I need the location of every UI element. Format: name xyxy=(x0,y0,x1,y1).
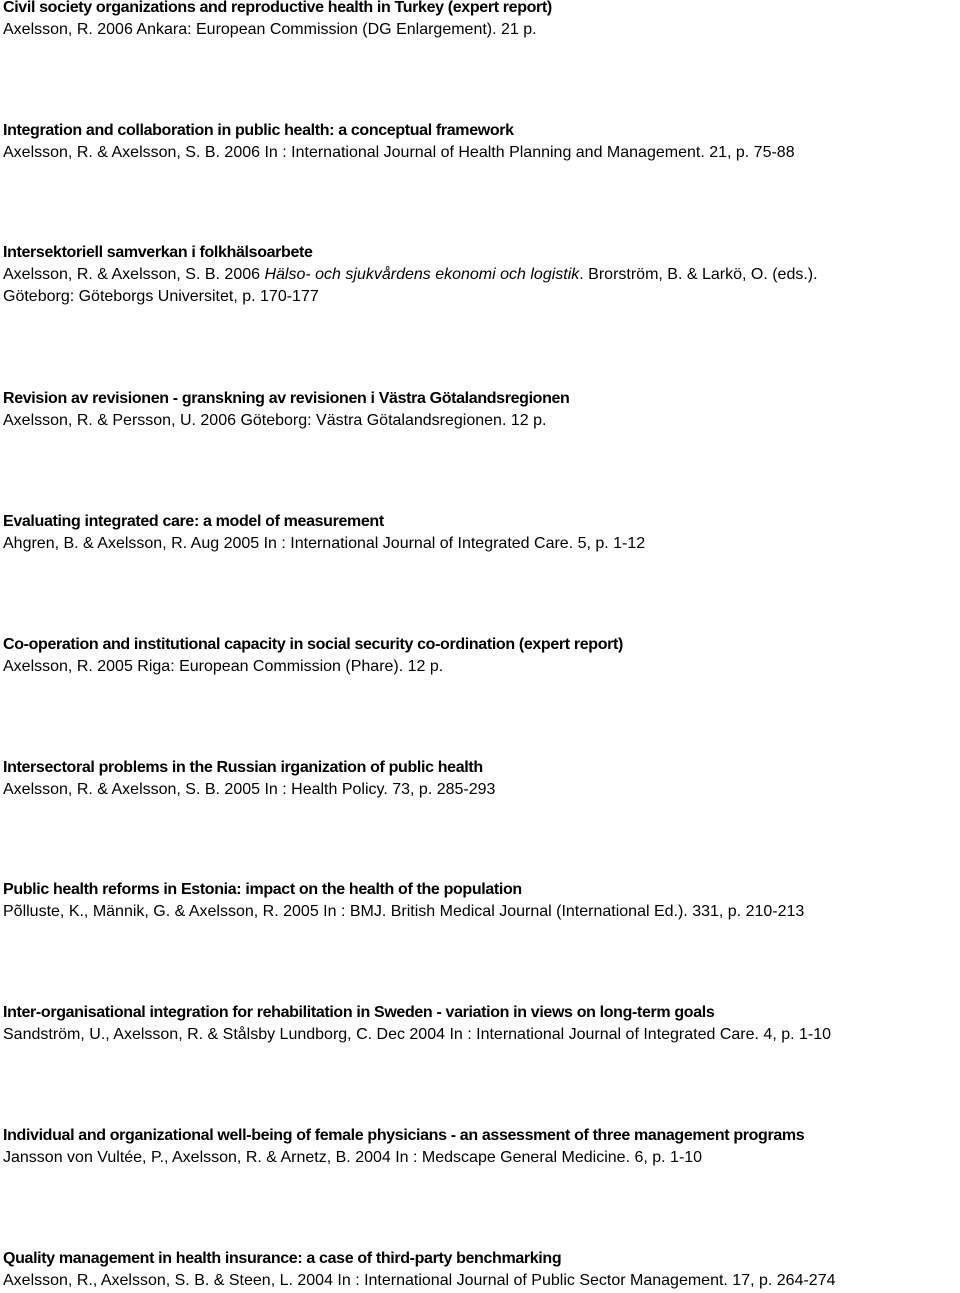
publication-entry xyxy=(3,1125,958,1169)
publication-title: Quality management in health insurance: a case of third-party benchmarking xyxy=(3,1250,562,1267)
publication-details: Ahgren, B. & Axelsson, R. Aug 2005 In : International Journal of Integrated Care. 5, p. 1-12 xyxy=(3,535,646,552)
publication-details: Axelsson, R. 2006 Ankara: European Commission (DG Enlargement). 21 p. xyxy=(3,21,537,38)
publication-details: Axelsson, R. & Axelsson, S. B. 2005 In : Health Policy. 73, p. 285-293 xyxy=(3,781,496,798)
publication-details: Axelsson, R., Axelsson, S. B. & Steen, L. 2004 In : International Journal of Public Sector Management. 17, p. 264-274 xyxy=(3,1272,836,1289)
publication-entry xyxy=(3,0,958,41)
publication-details: Sandström, U., Axelsson, R. & Stålsby Lundborg, C. Dec 2004 In : International Journal of Integrated Care. 4, p. 1-10 xyxy=(3,1026,832,1043)
publication-entry xyxy=(3,879,958,923)
publication-title: Civil society organizations and reproductive health in Turkey (expert report) xyxy=(3,0,552,16)
publication-entry xyxy=(3,1002,958,1046)
publication-entry xyxy=(3,242,958,308)
publication-entry xyxy=(3,120,958,164)
publication-title: Co-operation and institutional capacity in social security co-ordination (expert report) xyxy=(3,636,623,653)
publication-details: Axelsson, R. & Axelsson, S. B. 2006 In : International Journal of Health Planning and Management. 21, p. 75-88 xyxy=(3,144,795,161)
publication-entry xyxy=(3,1248,958,1292)
publication-entry xyxy=(3,757,958,801)
publication-entry xyxy=(3,634,958,678)
publication-details: Axelsson, R. & Persson, U. 2006 Göteborg: Västra Götalandsregionen. 12 p. xyxy=(3,412,547,429)
publication-entry xyxy=(3,511,958,555)
publication-details-line2: Göteborg: Göteborgs Universitet, p. 170-177 xyxy=(3,288,319,305)
publication-title: Individual and organizational well-being of female physicians - an assessment of three management programs xyxy=(3,1127,805,1144)
publication-title: Intersectoral problems in the Russian irganization of public health xyxy=(3,759,483,776)
publication-title: Public health reforms in Estonia: impact on the health of the population xyxy=(3,881,522,898)
publication-title: Integration and collaboration in public health: a conceptual framework xyxy=(3,122,514,139)
details-editors: . Brorström, B. & Larkö, O. (eds.). xyxy=(579,266,818,283)
publication-title: Evaluating integrated care: a model of measurement xyxy=(3,513,384,530)
publication-entry xyxy=(3,388,958,432)
publication-title: Inter-organisational integration for rehabilitation in Sweden - variation in views on long-term goals xyxy=(3,1004,715,1021)
publication-title: Revision av revisionen - granskning av revisionen i Västra Götalandsregionen xyxy=(3,390,570,407)
details-authors: Axelsson, R. & Axelsson, S. B. 2006 xyxy=(3,266,265,283)
publication-details: Jansson von Vultée, P., Axelsson, R. & Arnetz, B. 2004 In : Medscape General Medicine. 6, p. 1-10 xyxy=(3,1149,703,1166)
publication-details: Axelsson, R. 2005 Riga: European Commission (Phare). 12 p. xyxy=(3,658,444,675)
publication-details: Põlluste, K., Männik, G. & Axelsson, R. 2005 In : BMJ. British Medical Journal (International Ed.). 331, p. 210-213 xyxy=(3,903,805,920)
publication-title: Intersektoriell samverkan i folkhälsoarbete xyxy=(3,244,313,261)
book-title: Hälso- och sjukvårdens ekonomi och logistik xyxy=(264,266,580,283)
publication-details xyxy=(3,264,958,286)
